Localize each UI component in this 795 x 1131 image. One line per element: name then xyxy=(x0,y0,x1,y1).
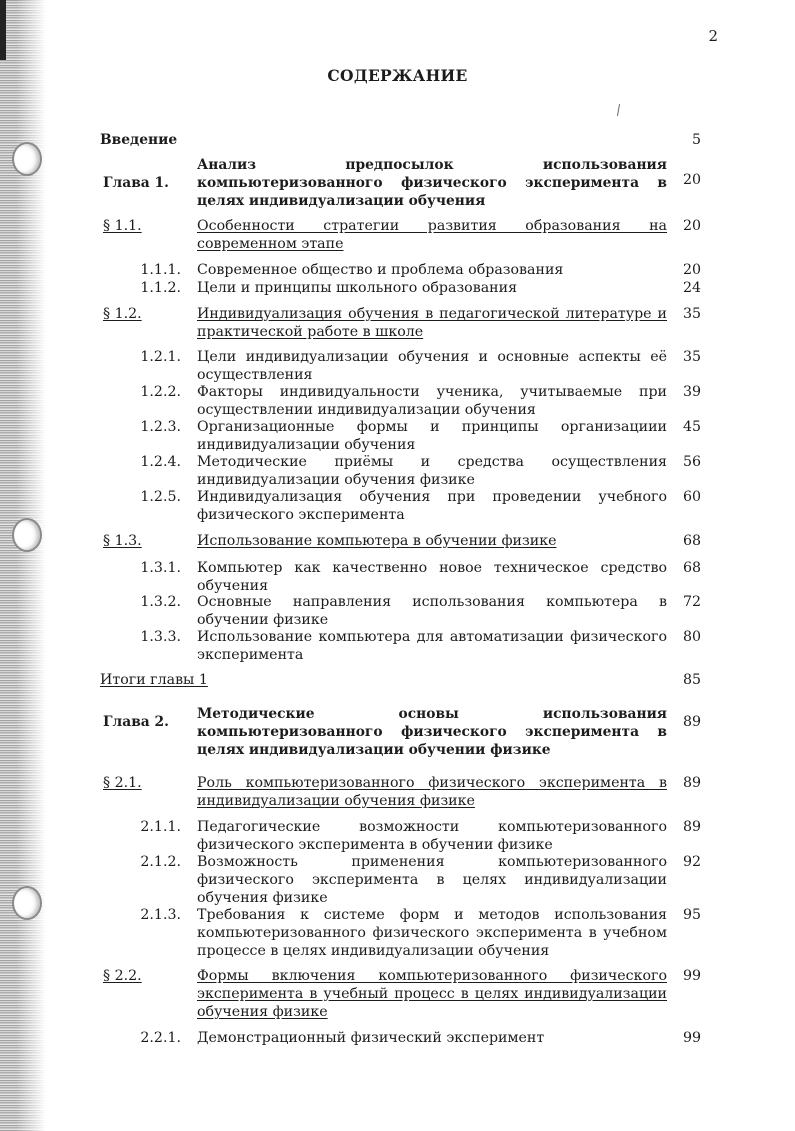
toc-entry-page: 56 xyxy=(682,454,701,470)
toc-entry-number: 1.3.2. xyxy=(140,594,181,610)
toc-entry-number: 2.1.3. xyxy=(140,907,181,923)
toc-entry-title: Методические основы использования компьютеризованного физического эксперимента в целях индивидуализации обучении физике xyxy=(197,706,667,758)
toc-entry-page: 89 xyxy=(682,819,701,835)
toc-entry-title: Демонстрационный физический эксперимент xyxy=(197,1030,545,1046)
toc-entry-number: Глава 2. xyxy=(103,714,169,730)
toc-entry-number: § 2.1. xyxy=(103,775,142,791)
toc-entry-title: Использование компьютера в обучении физике xyxy=(197,533,557,549)
toc-entry-number: § 1.3. xyxy=(103,533,142,549)
toc-entry-title: Возможность применения компьютеризованного физического эксперимента в целях индивидуализации обучения физике xyxy=(197,854,667,906)
punch-hole xyxy=(12,886,42,920)
toc-entry-page: 89 xyxy=(682,714,701,730)
toc-entry-number: 1.1.2. xyxy=(140,280,181,296)
toc-entry-title: Компьютер как качественно новое техническое средство обучения xyxy=(197,560,667,594)
toc-entry-number: § 2.2. xyxy=(103,968,142,984)
toc-entry-page: 92 xyxy=(682,854,701,870)
toc-entry-number: § 1.2. xyxy=(103,306,142,322)
toc-entry-page: 20 xyxy=(682,172,701,188)
toc-entry-title: Организационные формы и принципы организациии индивидуализации обучения xyxy=(197,419,667,453)
toc-entry-title: Современное общество и проблема образования xyxy=(197,262,564,278)
toc-entry-title: Требования к системе форм и методов использования компьютеризованного физического эксперимента в учебном процессе в целях индивидуализации обучения xyxy=(197,907,667,959)
toc-entry-page: 45 xyxy=(682,419,701,435)
toc-entry-title: Формы включения компьютеризованного физического эксперимента в учебный процесс в целях индивидуализации обучения физике xyxy=(197,968,667,1020)
toc-entry-page: 20 xyxy=(682,218,701,234)
toc-entry-page: 35 xyxy=(682,306,701,322)
toc-entry-title: Анализ предпосылок использования компьютеризованного физического эксперимента в целях индивидуализации обучения xyxy=(197,157,667,209)
toc-entry-number: Глава 1. xyxy=(103,175,169,191)
toc-entry-title: Факторы индивидуальности ученика, учитываемые при осуществлении индивидуализации обучения xyxy=(197,384,667,418)
toc-entry-page: 39 xyxy=(682,384,701,400)
toc-entry-page: 20 xyxy=(682,262,701,278)
pen-mark xyxy=(617,104,620,116)
toc-entry-number: 1.2.2. xyxy=(140,384,181,400)
toc-entry-page: 85 xyxy=(682,672,701,688)
page-number: 2 xyxy=(708,27,718,45)
toc-entry-page: 35 xyxy=(682,349,701,365)
toc-entry-number: 2.1.2. xyxy=(140,854,181,870)
toc-entry-title: Итоги главы 1 xyxy=(100,672,208,688)
toc-entry-title: Индивидуализация обучения при проведении учебного физического эксперимента xyxy=(197,489,667,523)
toc-entry-page: 68 xyxy=(682,533,701,549)
toc-entry-title: Особенности стратегии развития образования на современном этапе xyxy=(197,218,667,252)
scan-dark-corner xyxy=(0,0,6,60)
punch-hole xyxy=(12,518,42,552)
toc-entry-title: Педагогические возможности компьютеризованного физического эксперимента в обучении физике xyxy=(197,819,667,853)
punch-hole xyxy=(12,142,42,176)
page-title: СОДЕРЖАНИЕ xyxy=(327,66,468,85)
toc-entry-number: 1.2.3. xyxy=(140,419,181,435)
toc-entry-page: 5 xyxy=(691,132,701,148)
toc-entry-title: Методические приёмы и средства осуществления индивидуализации обучения физике xyxy=(197,454,667,488)
toc-entry-title: Использование компьютера для автоматизации физического эксперимента xyxy=(197,629,667,663)
toc-entry-page: 95 xyxy=(682,907,701,923)
toc-entry-title: Роль компьютеризованного физического эксперимента в индивидуализации обучения физике xyxy=(197,775,667,809)
toc-entry-number: 2.2.1. xyxy=(140,1030,181,1046)
toc-entry-number: 2.1.1. xyxy=(140,819,181,835)
toc-entry-page: 60 xyxy=(682,489,701,505)
toc-entry-number: 1.2.1. xyxy=(140,349,181,365)
toc-entry-number: 1.1.1. xyxy=(140,262,181,278)
toc-entry-number: § 1.1. xyxy=(103,218,142,234)
toc-entry-number: 1.2.4. xyxy=(140,454,181,470)
toc-entry-number: 1.2.5. xyxy=(140,489,181,505)
toc-entry-page: 72 xyxy=(682,594,701,610)
toc-entry-page: 68 xyxy=(682,560,701,576)
toc-entry-title: Цели индивидуализации обучения и основные аспекты её осуществления xyxy=(197,349,667,383)
toc-entry-page: 80 xyxy=(682,629,701,645)
toc-entry-title: Введение xyxy=(100,132,178,148)
toc-entry-number: 1.3.3. xyxy=(140,629,181,645)
toc-entry-title: Основные направления использования компьютера в обучении физике xyxy=(197,594,667,628)
toc-entry-page: 89 xyxy=(682,775,701,791)
toc-entry-page: 99 xyxy=(682,968,701,984)
toc-entry-number: 1.3.1. xyxy=(140,560,181,576)
toc-entry-page: 24 xyxy=(682,280,701,296)
toc-entry-title: Цели и принципы школьного образования xyxy=(197,280,518,296)
toc-entry-page: 99 xyxy=(682,1030,701,1046)
toc-entry-title: Индивидуализация обучения в педагогической литературе и практической работе в школе xyxy=(197,306,667,340)
